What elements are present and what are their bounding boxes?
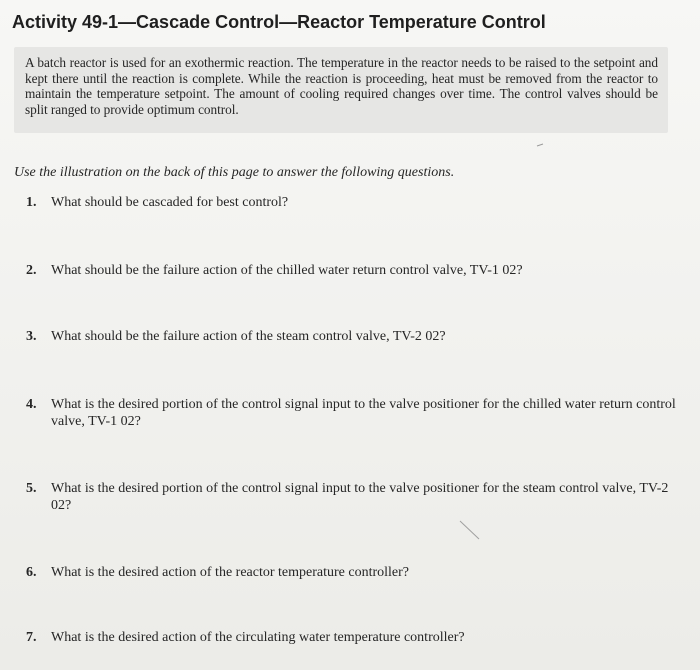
question-3 <box>26 328 676 345</box>
question-text: What should be the failure action of the steam control valve, TV-2 02? <box>51 329 446 344</box>
question-4 <box>26 396 676 430</box>
intro-box <box>14 47 668 133</box>
intro-paragraph: A batch reactor is used for an exothermic reaction. The temperature in the reactor needs to be raised to the setpoint and kept there until the reaction is complete. While the reaction is proceeding, heat must be removed from the reactor to maintain the temperature setpoint. The amount of cooling required changes over time. The control valves should be split ranged to provide optimum control. <box>25 55 658 117</box>
question-2 <box>26 262 676 279</box>
page-title: Activity 49-1—Cascade Control—Reactor Temperature Control <box>12 12 546 32</box>
question-text: What is the desired portion of the control signal input to the valve positioner for the steam control valve, TV-2 02? <box>51 481 669 513</box>
question-number: 5. <box>26 481 37 496</box>
instruction-text: Use the illustration on the back of this page to answer the following questions. <box>14 165 455 180</box>
question-number: 2. <box>26 263 37 278</box>
question-1 <box>26 194 676 211</box>
question-number: 1. <box>26 195 37 210</box>
question-text: What is the desired action of the reactor temperature controller? <box>51 565 409 580</box>
stray-mark <box>536 142 544 148</box>
question-6 <box>26 564 676 581</box>
question-number: 3. <box>26 329 37 344</box>
question-5 <box>26 480 676 514</box>
question-number: 4. <box>26 397 37 412</box>
question-7 <box>26 629 676 646</box>
question-text: What is the desired portion of the control signal input to the valve positioner for the chilled water return control valve, TV-1 02? <box>51 397 676 429</box>
question-number: 6. <box>26 565 37 580</box>
question-text: What should be cascaded for best control? <box>51 195 289 210</box>
question-text: What should be the failure action of the chilled water return control valve, TV-1 02? <box>51 263 523 278</box>
question-text: What is the desired action of the circulating water temperature controller? <box>51 630 465 645</box>
question-number: 7. <box>26 630 37 645</box>
stray-pencil-mark <box>458 518 482 542</box>
